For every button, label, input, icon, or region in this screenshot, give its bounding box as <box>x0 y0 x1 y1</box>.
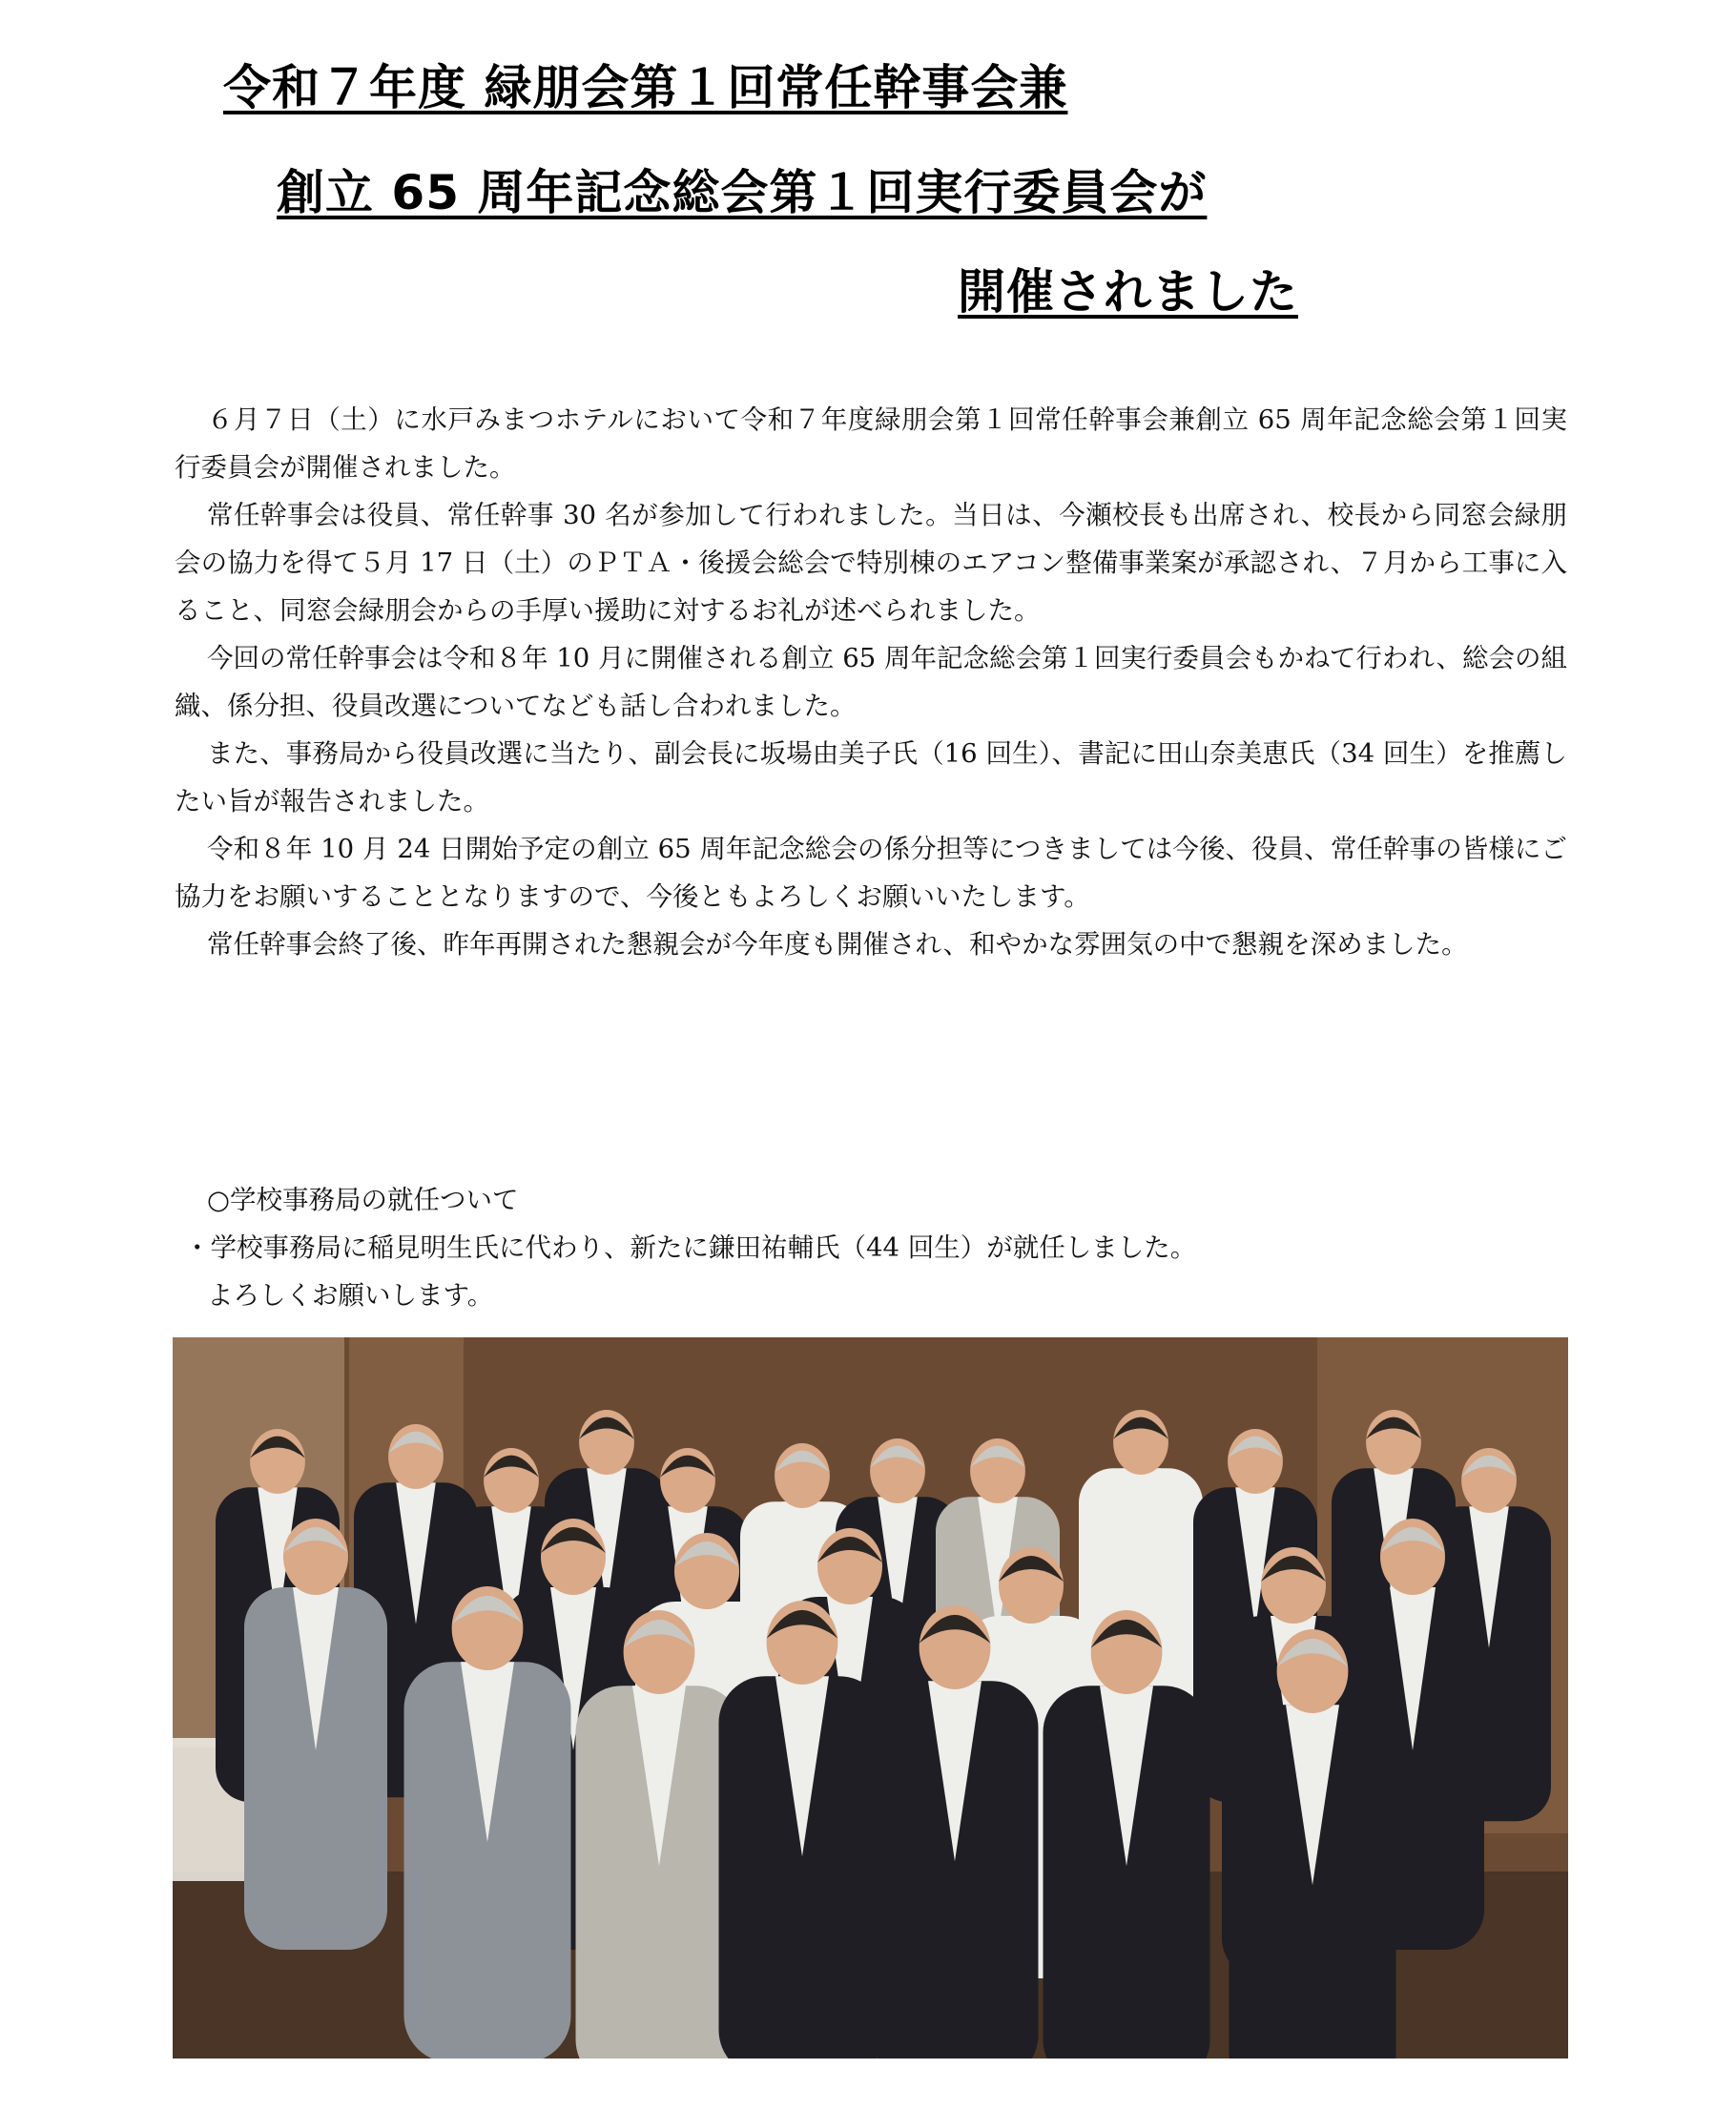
report-body <box>175 396 1567 968</box>
notice-heading: ○学校事務局の就任ついて <box>207 1185 519 1215</box>
notice-bullet: ・学校事務局に稲見明生氏に代わり、新たに鎌田祐輔氏（44 回生）が就任しました。 <box>184 1232 1197 1263</box>
body-paragraph-meeting-held: ６月７日（土）に水戸みまつホテルにおいて令和７年度緑朋会第１回常任幹事会兼創立 65 周年記念総会第１回実行委員会が開催されました。 <box>175 404 1567 483</box>
page-title-line-3: 開催されました <box>958 264 1298 320</box>
body-paragraph-officer-nomination: また、事務局から役員改選に当たり、副会長に坂場由美子氏（16 回生）、書記に田山奈美恵氏（34 回生）を推薦したい旨が報告されました。 <box>175 738 1567 817</box>
body-paragraph-principal-remarks: 常任幹事会は役員、常任幹事 30 名が参加して行われました。当日は、今瀬校長も出席され、校長から同窓会緑朋会の協力を得て５月 17 日（土）のＰＴＡ・後援会総会で特別棟のエアコン整備事業案が承認され、７月から工事に入ること、同窓会緑朋会からの手厚い援助に対するお礼が述べられました。 <box>175 500 1567 626</box>
group-photo-illustration <box>173 1337 1568 2058</box>
office-staff-notice <box>175 1176 1567 1319</box>
body-paragraph-request-cooperation: 令和８年 10 月 24 日開始予定の創立 65 周年記念総会の係分担等につきましては今後、役員、常任幹事の皆様にご協力をお願いすることとなりますので、今後ともよろしくお願いいたします。 <box>175 834 1567 912</box>
group-photo <box>173 1337 1568 2058</box>
page-title-line-2: 創立 65 周年記念総会第１回実行委員会が <box>277 165 1208 220</box>
page-title-line-1: 令和７年度 緑朋会第１回常任幹事会兼 <box>223 60 1068 115</box>
body-paragraph-committee-discussion: 今回の常任幹事会は令和８年 10 月に開催される創立 65 周年記念総会第１回実行委員会もかねて行われ、総会の組織、係分担、役員改選についてなども話し合われました。 <box>175 643 1567 721</box>
body-paragraph-social-gathering: 常任幹事会終了後、昨年再開された懇親会が今年度も開催され、和やかな雰囲気の中で懇親を深めました。 <box>207 929 1468 960</box>
notice-closing: よろしくお願いします。 <box>207 1280 494 1311</box>
